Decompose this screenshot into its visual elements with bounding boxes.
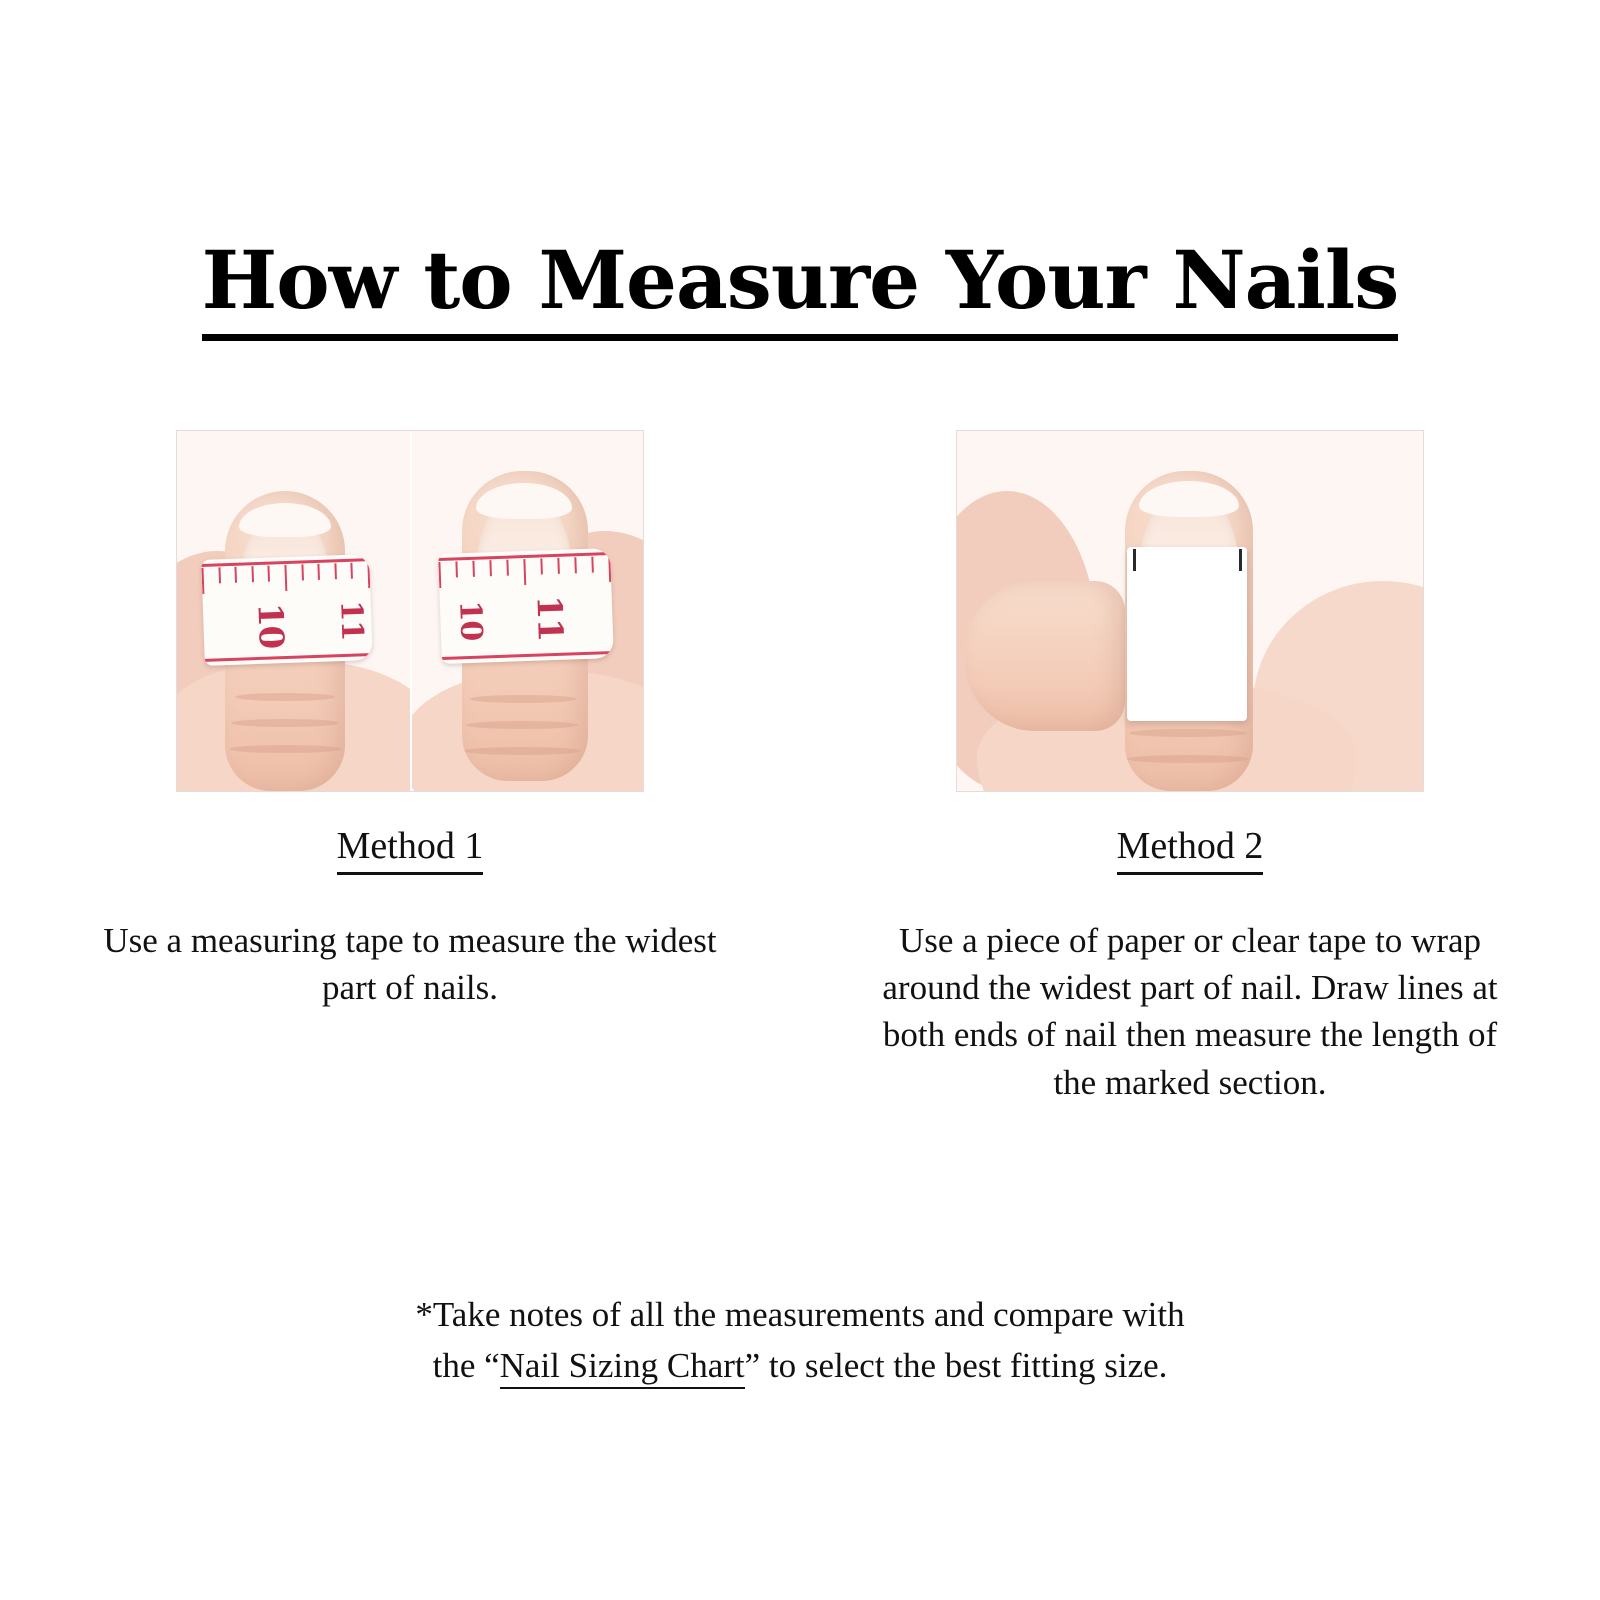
method-2-description: Use a piece of paper or clear tape to wrap around the widest part of nail. Draw lines at both ends of nail then measure the length of the marked section.	[882, 920, 1498, 1102]
page-title: How to Measure Your Nails	[202, 240, 1399, 341]
footnote	[0, 1290, 1600, 1392]
methods-columns	[0, 430, 1600, 1106]
measuring-tape	[438, 548, 614, 664]
page-title-container	[0, 233, 1600, 341]
measuring-tape	[201, 554, 373, 666]
tape-edge-line	[442, 651, 614, 660]
knuckle-crease	[235, 693, 335, 701]
footnote-line-2-after: ” to select the best fitting size.	[744, 1345, 1168, 1385]
method-1-image	[176, 430, 644, 792]
knuckle-crease	[1129, 729, 1247, 737]
knuckle-crease	[464, 747, 580, 755]
method-2-column	[840, 430, 1540, 1106]
method-1-column	[60, 430, 760, 1106]
knuckle-crease	[231, 719, 339, 727]
tape-number: 11	[333, 599, 370, 641]
knuckle-crease	[466, 721, 578, 729]
method-2-scene	[957, 431, 1423, 791]
paper-strip	[1127, 547, 1247, 721]
footnote-line-1: *Take notes of all the measurements and compare with	[415, 1295, 1185, 1334]
method-2-image	[956, 430, 1424, 792]
method-2-label: Method 2	[1117, 826, 1264, 875]
thumb-shape	[965, 581, 1125, 731]
tape-number: 11	[528, 594, 570, 642]
mark-line-right	[1239, 549, 1242, 571]
method-1-description: Use a measuring tape to measure the widest part of nails.	[103, 920, 717, 1008]
tape-number: 10	[249, 602, 291, 649]
mark-line-left	[1133, 549, 1136, 571]
tape-tick-row	[438, 556, 611, 588]
nail-sizing-chart-link[interactable]: Nail Sizing Chart	[500, 1346, 745, 1389]
footnote-line-2-before: the “	[432, 1345, 500, 1385]
method-1-image-right-half	[410, 431, 644, 791]
knuckle-crease	[470, 695, 576, 703]
method-1-image-left-half	[177, 431, 410, 791]
footnote-line-2	[0, 1341, 1600, 1392]
knuckle-crease	[229, 745, 341, 753]
method-1-label: Method 1	[337, 826, 484, 875]
tape-edge-line	[205, 653, 373, 662]
tape-number: 10	[452, 599, 489, 641]
tape-tick-row	[201, 562, 370, 594]
knuckle-crease	[1127, 755, 1249, 763]
